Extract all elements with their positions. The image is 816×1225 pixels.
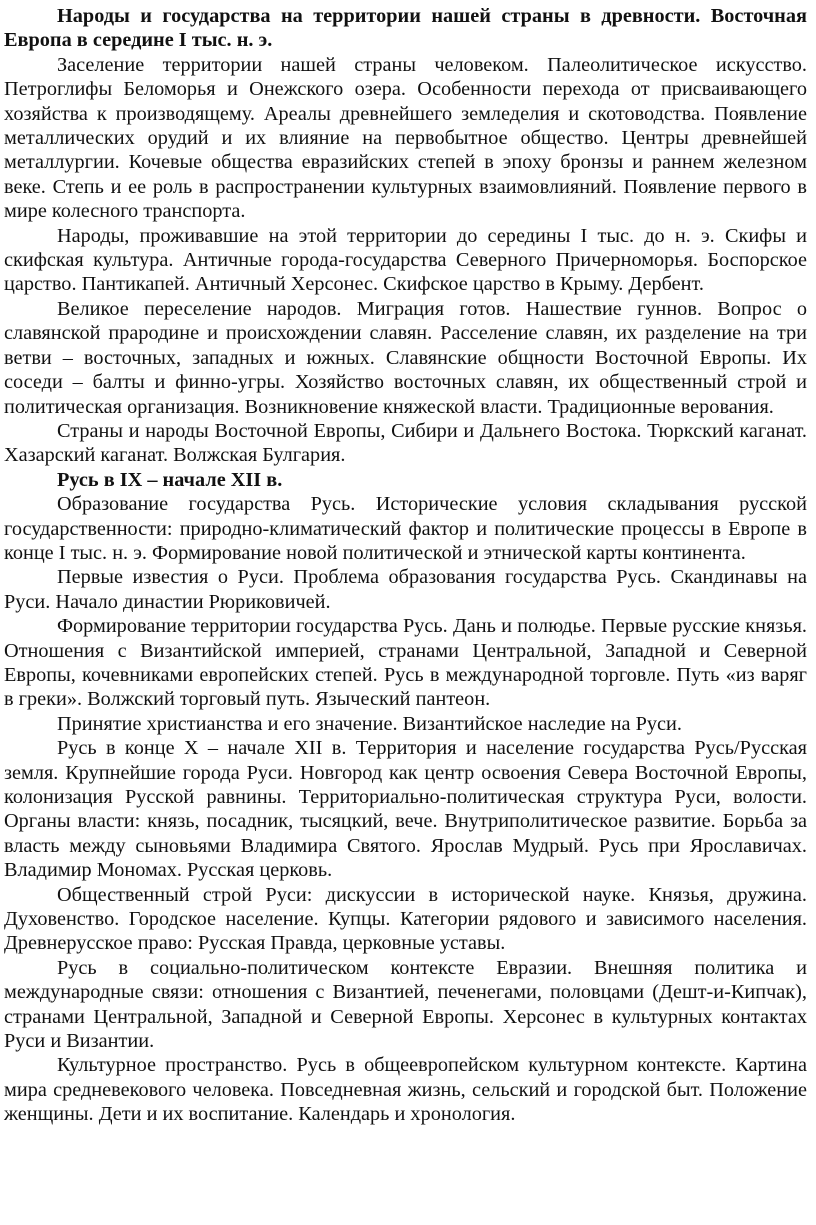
paragraph-first-mentions: Первые известия о Руси. Проблема образования государства Русь. Скандинавы на Руси. Начало династии Рюриковичей. <box>4 566 807 613</box>
paragraph-eastern-europe-countries: Страны и народы Восточной Европы, Сибири и Дальнего Востока. Тюркский каганат. Хазарский каганат. Волжская Булгария. <box>4 419 807 467</box>
section-heading-rus: Русь в IX – начале XII в. <box>57 468 283 491</box>
paragraph-settlement: Заселение территории нашей страны человеком. Палеолитическое искусство. Петроглифы Беломорья и Онежского озера. Особенности перехода от присваивающего хозяйства к производящему. Ареалы древнейшего земледелия и скотоводства. Появление металлических орудий и их влияние на первобытное общество. Центры древнейшей металлургии. Кочевые общества евразийских степей в эпоху бронзы и раннем железном веке. Степь и ее роль в распространении культурных взаимовлияний. Появление первого в мире колесного транспорта. <box>4 53 807 223</box>
paragraph-eurasian-context: Русь в социально-политическом контексте Евразии. Внешняя политика и международные связи: отношения с Византией, печенегами, половцами (Дешт-и-Кипчак), странами Центральной, Западной и Северной Европы. Херсонес в культурных контактах Руси и Византии. <box>4 956 807 1053</box>
paragraph-rus-late-10th-early-12th: Русь в конце X – начале XII в. Территория и население государства Русь/Русская земля. Крупнейшие города Руси. Новгород как центр освоения Севера Восточной Европы, колонизация Русской равнины. Территориально-политическая структура Руси, волости. Органы власти: князь, посадник, тысяцкий, вече. Внутриполитическое развитие. Борьба за власть между сыновьями Владимира Святого. Ярослав Мудрый. Русь при Ярославичах. Владимир Мономах. Русская церковь. <box>4 737 807 882</box>
paragraph-peoples-before-mid-first-millennium: Народы, проживавшие на этой территории до середины I тыс. до н. э. Скифы и скифская культура. Античные города-государства Северного Причерноморья. Боспорское царство. Пантикапей. Античный Херсонес. Скифское царство в Крыму. Дербент. <box>4 224 807 296</box>
paragraph-christianity: Принятие христианства и его значение. Византийское наследие на Руси. <box>57 712 682 735</box>
paragraph-cultural-space: Культурное пространство. Русь в общеевропейском культурном контексте. Картина мира средневекового человека. Повседневная жизнь, сельский и городской быт. Положение женщины. Дети и их воспитание. Календарь и хронология. <box>4 1054 807 1126</box>
paragraph-territory-formation: Формирование территории государства Русь. Дань и полюдье. Первые русские князья. Отношения с Византийской империей, странами Центральной, Западной и Северной Европы, кочевниками европейских степей. Русь в международной торговле. Путь «из варяг в греки». Волжский торговый путь. Языческий пантеон. <box>4 615 807 711</box>
paragraph-social-structure: Общественный строй Руси: дискуссии в исторической науке. Князья, дружина. Духовенство. Городское население. Купцы. Категории рядового и зависимого населения. Древнерусское право: Русская Правда, церковные уставы. <box>4 883 807 955</box>
paragraph-state-formation: Образование государства Русь. Исторические условия складывания русской государственности: природно-климатический фактор и политические процессы в Европе в конце I тыс. н. э. Формирование новой политической и этнической карты континента. <box>4 493 807 564</box>
section-heading-ancient-peoples: Народы и государства на территории нашей страны в древности. Восточная Европа в середине I тыс. н. э. <box>4 5 807 52</box>
paragraph-great-migration: Великое переселение народов. Миграция готов. Нашествие гуннов. Вопрос о славянской прародине и происхождении славян. Расселение славян, их разделение на три ветви – восточных, западных и южных. Славянские общности Восточной Европы. Их соседи – балты и финно-угры. Хозяйство восточных славян, их общественный строй и политическая организация. Возникновение княжеской власти. Традиционные верования. <box>4 297 807 418</box>
